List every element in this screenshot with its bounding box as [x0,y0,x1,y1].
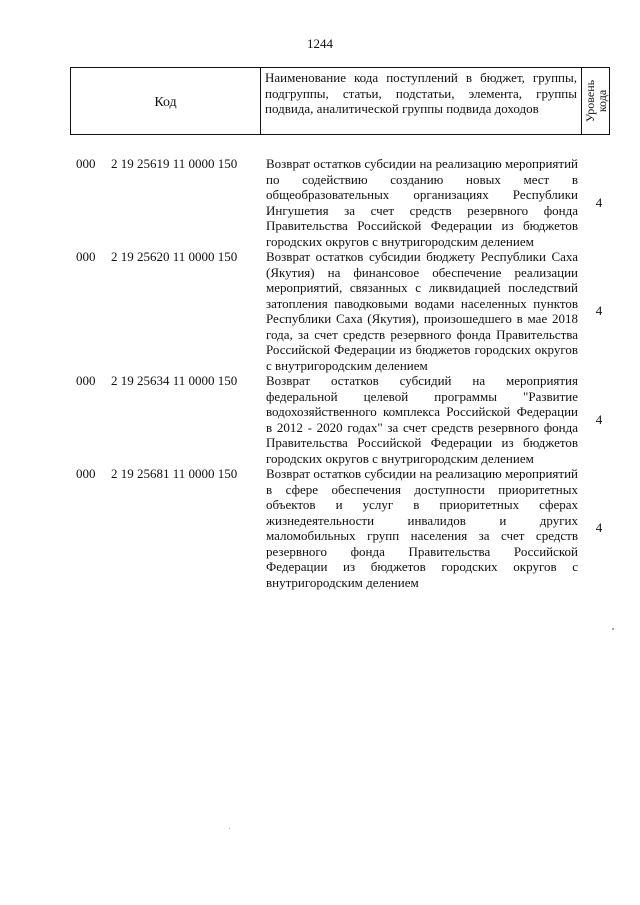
row-level: 4 [595,303,603,318]
table-header [70,67,610,135]
scan-speck [229,828,230,829]
row-code-cell [76,373,266,466]
table-row [76,249,616,373]
admin-code: 000 [76,466,96,481]
income-code: 2 19 25619 11 0000 150 [111,156,238,171]
row-code-cell [76,466,266,590]
row-description: Возврат остатков субсидий на мероприятия федеральной целевой программы "Развитие водохозяйственного комплекса Российской Федерации в 2012 - 2020 годах" за счет средств резервного фонда Правительства Российской Федерации из бюджетов городских округов с внутригородским делением [266,373,578,466]
admin-code: 000 [76,373,96,388]
admin-code: 000 [76,156,96,171]
header-code-column: Код [71,68,261,134]
header-level-line1: Уровень [582,79,597,123]
row-description: Возврат остатков субсидии на реализацию мероприятий по содействию созданию новых мест в общеобразовательных организациях Республики Ингушетия за счет средств резервного фонда Правительства Российской Федерации из бюджетов городских округов с внутригородским делением [266,156,578,249]
row-code-cell [76,156,266,249]
header-level-column [582,68,609,134]
income-code: 2 19 25681 11 0000 150 [111,466,238,481]
header-name-column: Наименование кода поступлений в бюджет, группы, подгруппы, статьи, подстатьи, элемента, группы подвида, аналитической группы подвида доходов [261,68,582,134]
table-row [76,373,616,466]
row-level: 4 [595,411,603,427]
table-row [76,156,616,249]
row-description: Возврат остатков субсидии на реализацию мероприятий в сфере обеспечения доступности приоритетных объектов и услуг в приоритетных сферах жизнедеятельности инвалидов и других маломобильных групп населения за счет средств резервного фонда Правительства Российской Федерации из бюджетов городских округов с внутригородским делением [266,466,578,590]
header-level-label [584,80,608,122]
row-description: Возврат остатков субсидии бюджету Республики Саха (Якутия) на финансовое обеспечение реализации мероприятий, связанных с ликвидацией последствий затопления паводковыми водами населенных пунктов Республики Саха (Якутия), произошедшего в мае 2018 года, за счет средств резервного фонда Правительства Российской Федерации из бюджетов городских округов с внутригородским делением [266,249,578,373]
row-code-cell [76,249,266,373]
row-level: 4 [595,194,603,210]
income-code-list [76,156,616,590]
row-level: 4 [595,520,603,535]
income-code: 2 19 25634 11 0000 150 [111,373,238,388]
page-number: 1244 [307,36,333,51]
income-code: 2 19 25620 11 0000 150 [111,249,238,264]
header-level-line2: кода [594,89,609,113]
table-row [76,466,616,590]
scan-speck [612,628,614,630]
admin-code: 000 [76,249,96,264]
